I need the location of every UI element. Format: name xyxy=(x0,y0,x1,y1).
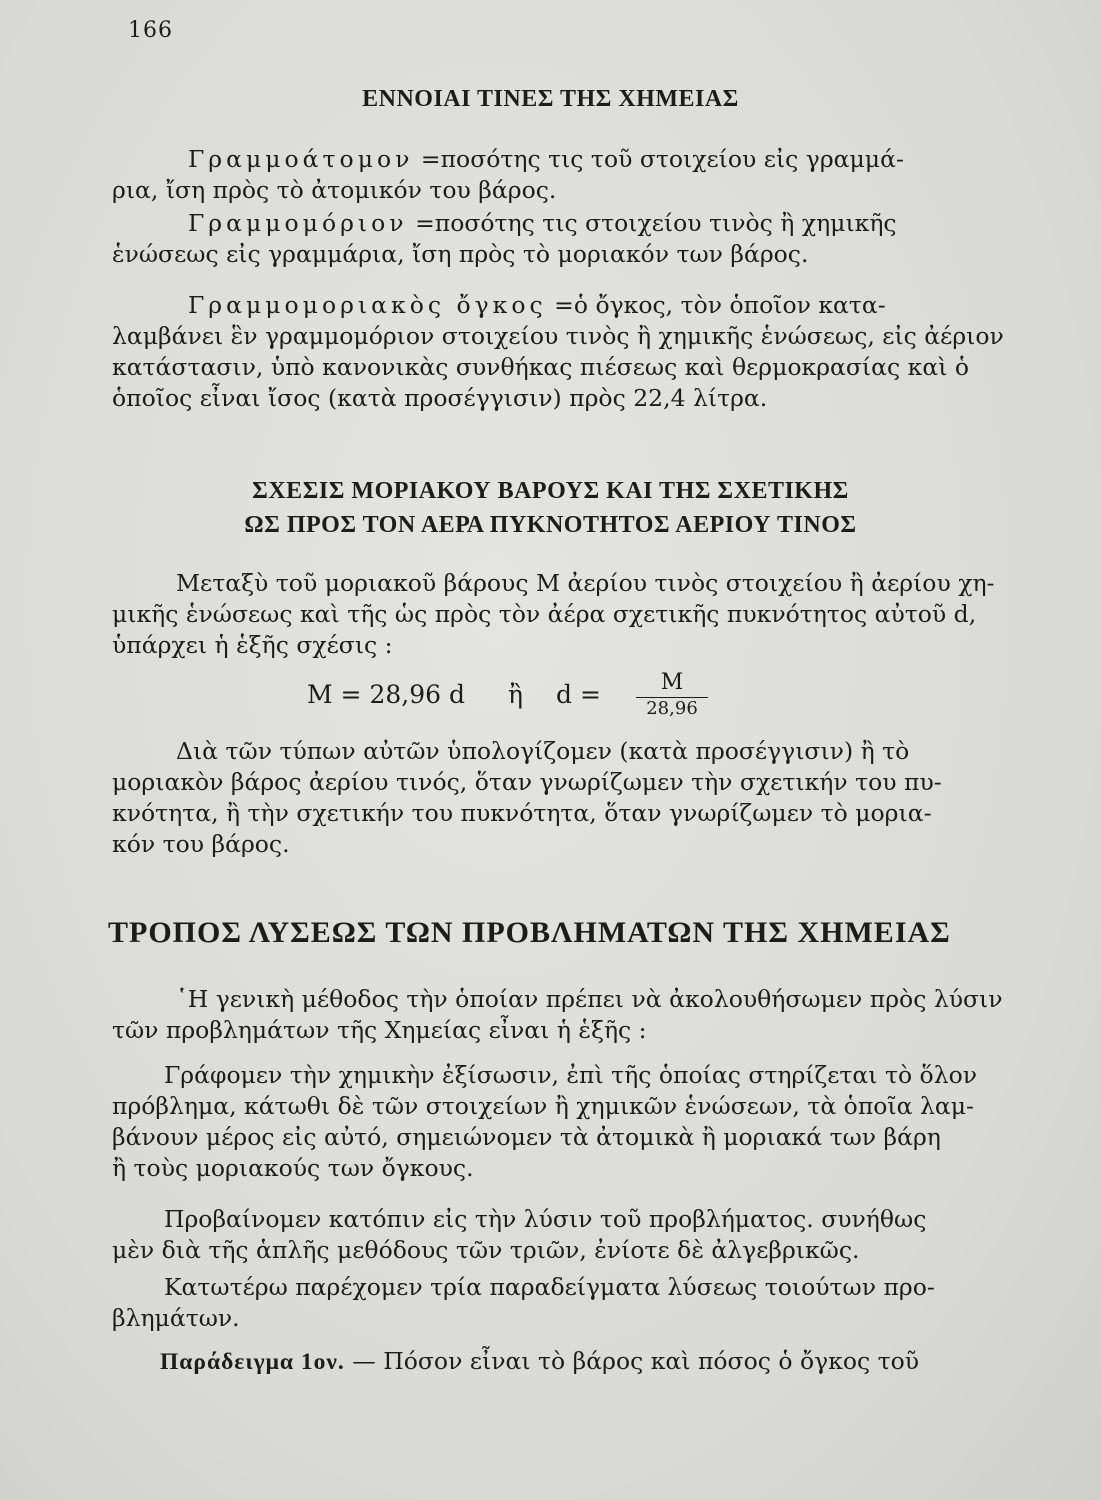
paragraph-formula-usage xyxy=(112,736,992,860)
text-line: τῶν προβλημάτων τῆς Χημείας εἶναι ἡ ἑξῆς : xyxy=(112,1016,647,1044)
text-line: βλημάτων. xyxy=(112,1304,240,1332)
definition-text: =ποσότης τις στοιχείου τινὸς ἢ χημικῆς xyxy=(415,209,897,237)
paragraph-gram-atom xyxy=(112,144,992,206)
text-line xyxy=(112,144,992,175)
text-line: Διὰ τῶν τύπων αὐτῶν ὑπολογίζομεν (κατὰ προσέγγισιν) ἢ τὸ xyxy=(176,737,910,765)
text-line: ῾Η γενικὴ μέθοδος τὴν ὁποίαν πρέπει νὰ ἀκολουθήσωμεν πρὸς λύσιν xyxy=(176,985,1003,1013)
text-line: Γράφομεν τὴν χημικὴν ἐξίσωσιν, ἐπὶ τῆς ὁποίας στηρίζεται τὸ ὅλον xyxy=(164,1061,978,1089)
example-label: Παράδειγμα 1ον. xyxy=(160,1349,345,1375)
text-line: κατάστασιν, ὑπὸ κανονικὰς συνθήκας πιέσεως καὶ θερμοκρασίας καὶ ὁ xyxy=(112,353,970,381)
text-line: κνότητα, ἢ τὴν σχετικήν του πυκνότητα, ὅταν γνωρίζωμεν τὸ μορια- xyxy=(112,799,932,827)
fraction xyxy=(632,670,712,719)
text-line: ἢ τοὺς μοριακούς των ὄγκους. xyxy=(112,1154,474,1182)
paragraph-solve xyxy=(112,1204,992,1266)
formula-or: ἢ xyxy=(508,680,523,709)
text-line: Προβαίνομεν κατόπιν εἰς τὴν λύσιν τοῦ προβλήματος. συνήθως xyxy=(164,1205,927,1233)
section-title-molecular-weight xyxy=(0,474,1101,542)
title-line: ΣΧΕΣΙΣ ΜΟΡΙΑΚΟΥ ΒΑΡΟΥΣ ΚΑΙ ΤΗΣ ΣΧΕΤΙΚΗΣ xyxy=(252,478,849,504)
text-line: βάνουν μέρος εἰς αὐτό, σημειώνομεν τὰ ἀτομικὰ ἢ μοριακά των βάρη xyxy=(112,1123,941,1151)
text-line: μὲν διὰ τῆς ἁπλῆς μεθόδους τῶν τριῶν, ἐνίοτε δὲ ἀλγεβρικῶς. xyxy=(112,1236,860,1264)
text-line xyxy=(112,290,992,321)
formula-right: d = xyxy=(556,680,601,709)
fraction-denominator: 28,96 xyxy=(646,698,698,719)
section-title-concepts: ΕΝΝΟΙΑΙ ΤΙΝΕΣ ΤΗΣ ΧΗΜΕΙΑΣ xyxy=(362,86,739,112)
text-line: ὑπάρχει ἡ ἑξῆς σχέσις : xyxy=(112,631,393,659)
title-line: ΩΣ ΠΡΟΣ ΤΟΝ ΑΕΡΑ ΠΥΚΝΟΤΗΤΟΣ ΑΕΡΙΟΥ ΤΙΝΟΣ xyxy=(244,512,857,538)
text-line: πρόβλημα, κάτωθι δὲ τῶν στοιχείων ἢ χημικῶν ἑνώσεων, τὰ ὁποῖα λαμ- xyxy=(112,1092,974,1120)
paragraph-example-1 xyxy=(112,1346,992,1378)
definition-text: =ὁ ὄγκος, τὸν ὁποῖον κατα- xyxy=(554,291,886,319)
page-number: 166 xyxy=(128,18,173,43)
paragraph-general-method xyxy=(112,984,1003,1046)
section-title-problem-solving: ΤΡΟΠΟΣ ΛΥΣΕΩΣ ΤΩΝ ΠΡΟΒΛΗΜΑΤΩΝ ΤΗΣ ΧΗΜΕΙΑΣ xyxy=(108,916,951,949)
text-line: ἑνώσεως εἰς γραμμάρια, ἴση πρὸς τὸ μοριακόν των βάρος. xyxy=(112,240,809,268)
text-line: ὁποῖος εἶναι ἴσος (κατὰ προσέγγισιν) πρὸς 22,4 λίτρα. xyxy=(112,384,768,412)
text-line: Κατωτέρω παρέχομεν τρία παραδείγματα λύσεως τοιούτων προ- xyxy=(164,1273,935,1301)
example-text: — Πόσον εἶναι τὸ βάρος καὶ πόσος ὁ ὄγκος τοῦ xyxy=(344,1347,920,1375)
text-line: κόν του βάρος. xyxy=(112,830,290,858)
paragraph-relation xyxy=(112,568,995,661)
text-line xyxy=(112,208,992,239)
paragraph-write-equation xyxy=(112,1060,992,1184)
text-line: μοριακὸν βάρος ἀερίου τινός, ὅταν γνωρίζωμεν τὴν σχετικήν του πυ- xyxy=(112,768,942,796)
text-line: Μεταξὺ τοῦ μοριακοῦ βάρους Μ ἀερίου τινὸς στοιχείου ἢ ἀερίου χη- xyxy=(176,569,995,597)
paragraph-molar-volume xyxy=(112,290,1004,414)
definition-text: =ποσότης τις τοῦ στοιχείου εἰς γραμμά- xyxy=(420,145,904,173)
text-line: μικῆς ἑνώσεως καὶ τῆς ὡς πρὸς τὸν ἀέρα σχετικῆς πυκνότητος αὐτοῦ d, xyxy=(112,600,977,628)
text-line xyxy=(112,1346,992,1378)
text-line: ρια, ἴση πρὸς τὸ ἀτομικόν του βάρος. xyxy=(112,176,557,204)
fraction-numerator: M xyxy=(660,670,684,695)
text-line: λαμβάνει ἓν γραμμομόριον στοιχείου τινὸς ἢ χημικῆς ἑνώσεως, εἰς ἀέριον xyxy=(112,322,1004,350)
term-molar-volume: Γραμμομοριακὸς ὄγκος xyxy=(188,291,547,319)
term-text: Γραμμομόριον xyxy=(188,209,408,237)
formula-left: M = 28,96 d xyxy=(307,680,465,709)
paragraph-gram-molecule xyxy=(112,208,992,270)
term-gram-atom: Γραμμοάτομον xyxy=(188,145,414,173)
paragraph-examples xyxy=(112,1272,992,1334)
